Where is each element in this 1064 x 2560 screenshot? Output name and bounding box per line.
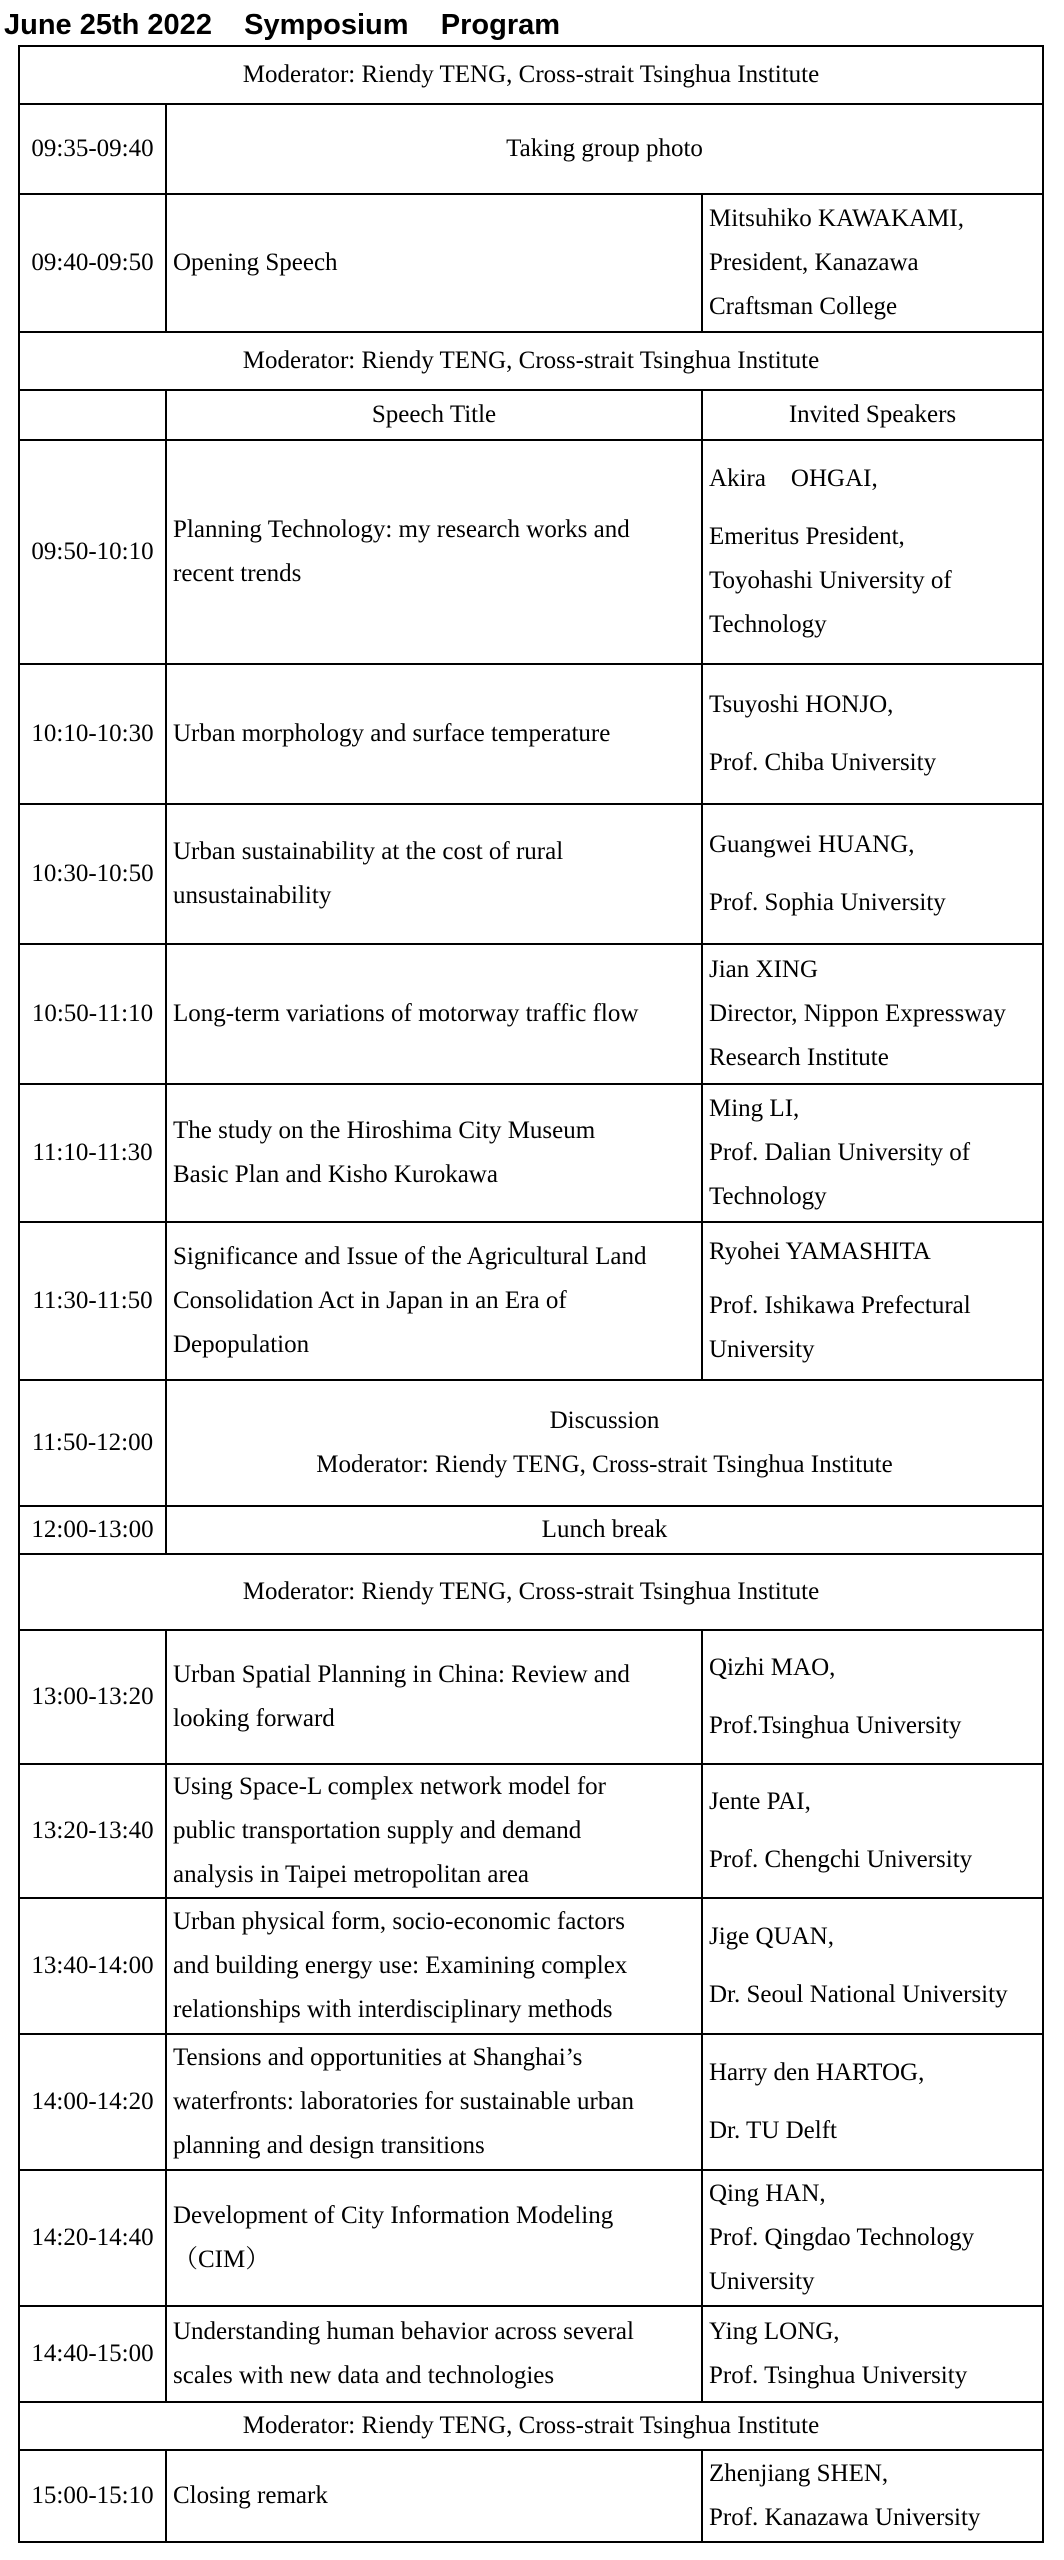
time-cell: 14:40-15:00 — [19, 2306, 166, 2402]
speaker-line: Dr. TU Delft — [709, 2117, 837, 2144]
page-title: June 25th 2022 Symposium Program — [4, 9, 561, 41]
session-title: Lunch break — [166, 1506, 1043, 1554]
time-cell: 13:40-14:00 — [19, 1898, 166, 2034]
speech-title-cell — [166, 804, 702, 944]
title-line: Urban physical form, socio-economic factors — [173, 1908, 625, 1935]
moderator-text: Moderator: Riendy TENG, Cross-strait Tsinghua Institute — [19, 2402, 1043, 2450]
moderator-text: Moderator: Riendy TENG, Cross-strait Tsinghua Institute — [19, 46, 1043, 104]
speaker-cell — [702, 944, 1043, 1084]
title-line: Consolidation Act in Japan in an Era of — [173, 1287, 567, 1314]
speaker-line: President, Kanazawa — [709, 249, 919, 276]
table-row — [19, 1764, 1043, 1898]
title-line: Basic Plan and Kisho Kurokawa — [173, 1161, 498, 1188]
time-cell: 10:50-11:10 — [19, 944, 166, 1084]
table-row — [19, 1506, 1043, 1554]
speaker-line: Mitsuhiko KAWAKAMI, — [709, 205, 964, 232]
speaker-line: Prof. Kanazawa University — [709, 2504, 981, 2531]
speaker-line: Toyohashi University of — [709, 567, 952, 594]
time-cell: 09:50-10:10 — [19, 440, 166, 664]
table-row — [19, 944, 1043, 1084]
speech-title-cell — [166, 1222, 702, 1380]
program-table — [18, 45, 1044, 2543]
title-line: Long-term variations of motorway traffic flow — [173, 1000, 639, 1027]
moderator-row — [19, 1554, 1043, 1630]
title-line: Urban morphology and surface temperature — [173, 720, 611, 747]
table-row — [19, 2450, 1043, 2542]
speaker-line: Zhenjiang SHEN, — [709, 2460, 889, 2487]
speech-title-cell — [166, 1630, 702, 1764]
speaker-line: Technology — [709, 611, 827, 638]
speaker-line: Akira OHGAI, — [709, 465, 878, 492]
title-line: planning and design transitions — [173, 2132, 485, 2159]
speaker-line: Prof. Tsinghua University — [709, 2362, 968, 2389]
title-line: and building energy use: Examining complex — [173, 1952, 628, 1979]
time-cell: 12:00-13:00 — [19, 1506, 166, 1554]
moderator-row — [19, 332, 1043, 390]
speech-title-cell — [166, 2306, 702, 2402]
table-row — [19, 1380, 1043, 1506]
speaker-line: Prof. Sophia University — [709, 889, 946, 916]
speaker-line: Dr. Seoul National University — [709, 1981, 1008, 2008]
speaker-line: Qizhi MAO, — [709, 1654, 836, 1681]
moderator-text: Moderator: Riendy TENG, Cross-strait Tsinghua Institute — [316, 1451, 893, 1478]
moderator-text: Moderator: Riendy TENG, Cross-strait Tsinghua Institute — [19, 1554, 1043, 1630]
time-cell: 11:10-11:30 — [19, 1084, 166, 1222]
table-row — [19, 440, 1043, 664]
speaker-line: Jian XING — [709, 956, 819, 983]
table-row — [19, 104, 1043, 194]
title-line: Significance and Issue of the Agricultural Land — [173, 1243, 647, 1270]
title-line: The study on the Hiroshima City Museum — [173, 1117, 596, 1144]
speaker-line: Jige QUAN, — [709, 1923, 834, 1950]
speaker-cell — [702, 2034, 1043, 2170]
time-cell: 11:50-12:00 — [19, 1380, 166, 1506]
table-row — [19, 1222, 1043, 1380]
table-row — [19, 804, 1043, 944]
speaker-line: Ryohei YAMASHITA — [709, 1238, 931, 1265]
speaker-line: University — [709, 2268, 815, 2295]
speaker-cell — [702, 1898, 1043, 2034]
speaker-line: Prof. Qingdao Technology — [709, 2224, 975, 2251]
title-line: scales with new data and technologies — [173, 2362, 555, 2389]
session-title: Opening Speech — [166, 194, 702, 332]
speaker-cell — [702, 1764, 1043, 1898]
speaker-line: Tsuyoshi HONJO, — [709, 691, 894, 718]
time-cell: 13:00-13:20 — [19, 1630, 166, 1764]
session-title: Discussion — [549, 1407, 660, 1434]
session-title: Closing remark — [166, 2450, 702, 2542]
title-line: relationships with interdisciplinary methods — [173, 1996, 613, 2023]
speech-title-cell — [166, 440, 702, 664]
speaker-line: Prof. Dalian University of — [709, 1139, 971, 1166]
moderator-row — [19, 2402, 1043, 2450]
speaker-line: Research Institute — [709, 1044, 889, 1071]
speaker-line: Ming LI, — [709, 1095, 800, 1122]
table-row — [19, 194, 1043, 332]
speaker-cell — [702, 2306, 1043, 2402]
title-line: recent trends — [173, 560, 302, 587]
moderator-text: Moderator: Riendy TENG, Cross-strait Tsinghua Institute — [19, 332, 1043, 390]
time-cell: 11:30-11:50 — [19, 1222, 166, 1380]
title-line: unsustainability — [173, 882, 332, 909]
title-line: Urban Spatial Planning in China: Review and — [173, 1661, 630, 1688]
table-row — [19, 1630, 1043, 1764]
table-row — [19, 1898, 1043, 2034]
time-cell: 13:20-13:40 — [19, 1764, 166, 1898]
speaker-cell — [702, 1084, 1043, 1222]
time-cell: 10:10-10:30 — [19, 664, 166, 804]
time-cell: 09:35-09:40 — [19, 104, 166, 194]
title-line: Using Space-L complex network model for — [173, 1773, 606, 1800]
time-cell: 14:00-14:20 — [19, 2034, 166, 2170]
speaker-line: Ying LONG, — [709, 2318, 840, 2345]
speaker-cell — [702, 440, 1043, 664]
speaker-line: Prof. Chengchi University — [709, 1846, 973, 1873]
speech-title-cell — [166, 944, 702, 1084]
speech-title-cell — [166, 1764, 702, 1898]
session-title: Taking group photo — [166, 104, 1043, 194]
speaker-cell — [702, 194, 1043, 332]
speaker-cell — [702, 2450, 1043, 2542]
time-cell: 10:30-10:50 — [19, 804, 166, 944]
table-row — [19, 2306, 1043, 2402]
title-line: Depopulation — [173, 1331, 310, 1358]
column-header-invited-speakers: Invited Speakers — [702, 390, 1043, 440]
title-line: public transportation supply and demand — [173, 1817, 582, 1844]
title-line: Planning Technology: my research works and — [173, 516, 630, 543]
speaker-line: Prof.Tsinghua University — [709, 1712, 962, 1739]
speaker-line: Guangwei HUANG, — [709, 831, 915, 858]
time-cell: 09:40-09:50 — [19, 194, 166, 332]
speaker-line: Emeritus President, — [709, 523, 905, 550]
speaker-line: Qing HAN, — [709, 2180, 826, 2207]
speaker-line: Harry den HARTOG, — [709, 2059, 925, 2086]
title-line: waterfronts: laboratories for sustainable urban — [173, 2088, 634, 2115]
speaker-line: University — [709, 1336, 815, 1363]
discussion-cell — [166, 1380, 1043, 1506]
table-row — [19, 2034, 1043, 2170]
time-cell: 14:20-14:40 — [19, 2170, 166, 2306]
speaker-line: Jente PAI, — [709, 1788, 811, 1815]
table-row — [19, 664, 1043, 804]
title-line: looking forward — [173, 1705, 335, 1732]
speaker-cell — [702, 664, 1043, 804]
column-header-speech-title: Speech Title — [166, 390, 702, 440]
title-line: Understanding human behavior across several — [173, 2318, 634, 2345]
speech-title-cell — [166, 1898, 702, 2034]
speech-title-cell — [166, 664, 702, 804]
speaker-cell — [702, 2170, 1043, 2306]
title-line: Development of City Information Modeling — [173, 2202, 614, 2229]
title-line: Tensions and opportunities at Shanghai’s — [173, 2044, 583, 2071]
title-line: Urban sustainability at the cost of rural — [173, 838, 564, 865]
speaker-cell — [702, 1630, 1043, 1764]
table-row — [19, 1084, 1043, 1222]
title-line: analysis in Taipei metropolitan area — [173, 1861, 530, 1888]
speaker-cell — [702, 804, 1043, 944]
table-row — [19, 2170, 1043, 2306]
speaker-line: Prof. Chiba University — [709, 749, 937, 776]
empty-header-cell — [19, 390, 166, 440]
speaker-line: Craftsman College — [709, 293, 898, 320]
speech-title-cell — [166, 1084, 702, 1222]
column-header-row — [19, 390, 1043, 440]
speech-title-cell — [166, 2034, 702, 2170]
speech-title-cell — [166, 2170, 702, 2306]
speaker-line: Director, Nippon Expressway — [709, 1000, 1006, 1027]
title-line: （CIM） — [173, 2246, 271, 2273]
moderator-row — [19, 46, 1043, 104]
speaker-cell — [702, 1222, 1043, 1380]
time-cell: 15:00-15:10 — [19, 2450, 166, 2542]
speaker-line: Prof. Ishikawa Prefectural — [709, 1292, 971, 1319]
speaker-line: Technology — [709, 1183, 827, 1210]
